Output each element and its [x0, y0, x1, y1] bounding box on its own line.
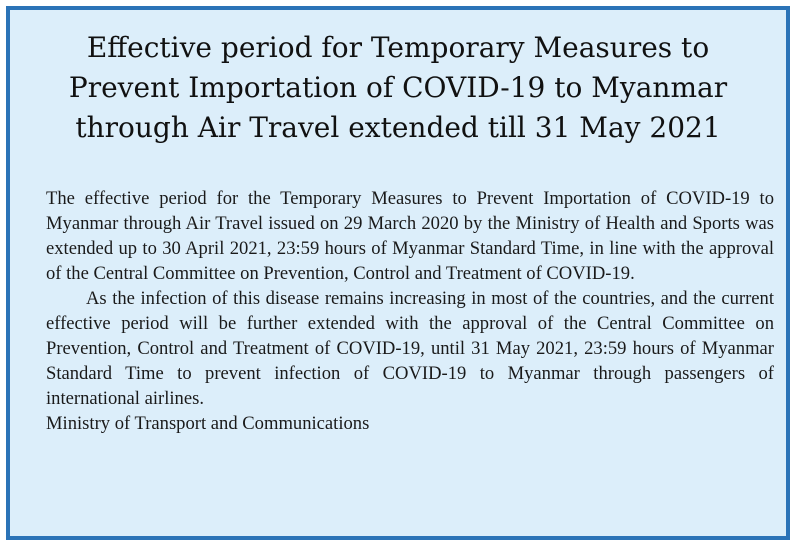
paragraph-1: The effective period for the Temporary Measures to Prevent Importation of COVID-19 to Myanmar through Air Travel issued on 29 March 2020 by the Ministry of Health and Sports was extended up to 30 April 2021, 23:59 hours of Myanmar Standard Time, in line with the approval of the Central Committee on Prevention, Control and Treatment of COVID-19.	[46, 188, 774, 284]
paragraph-2: As the infection of this disease remains increasing in most of the countries, and the current effective period will be further extended with the approval of the Central Committee on Prevention, Control and Treatment of COVID-19, until 31 May 2021, 23:59 hours of Myanmar Standard Time to prevent infection of COVID-19 to Myanmar through passengers of international airlines.	[46, 288, 774, 409]
signature: Ministry of Transport and Communications	[46, 413, 370, 434]
notice-body	[46, 186, 774, 436]
notice-box	[6, 6, 790, 540]
headline: Effective period for Temporary Measures to Prevent Importation of COVID-19 to Myanmar through Air Travel extended till 31 May 2021	[68, 31, 728, 144]
